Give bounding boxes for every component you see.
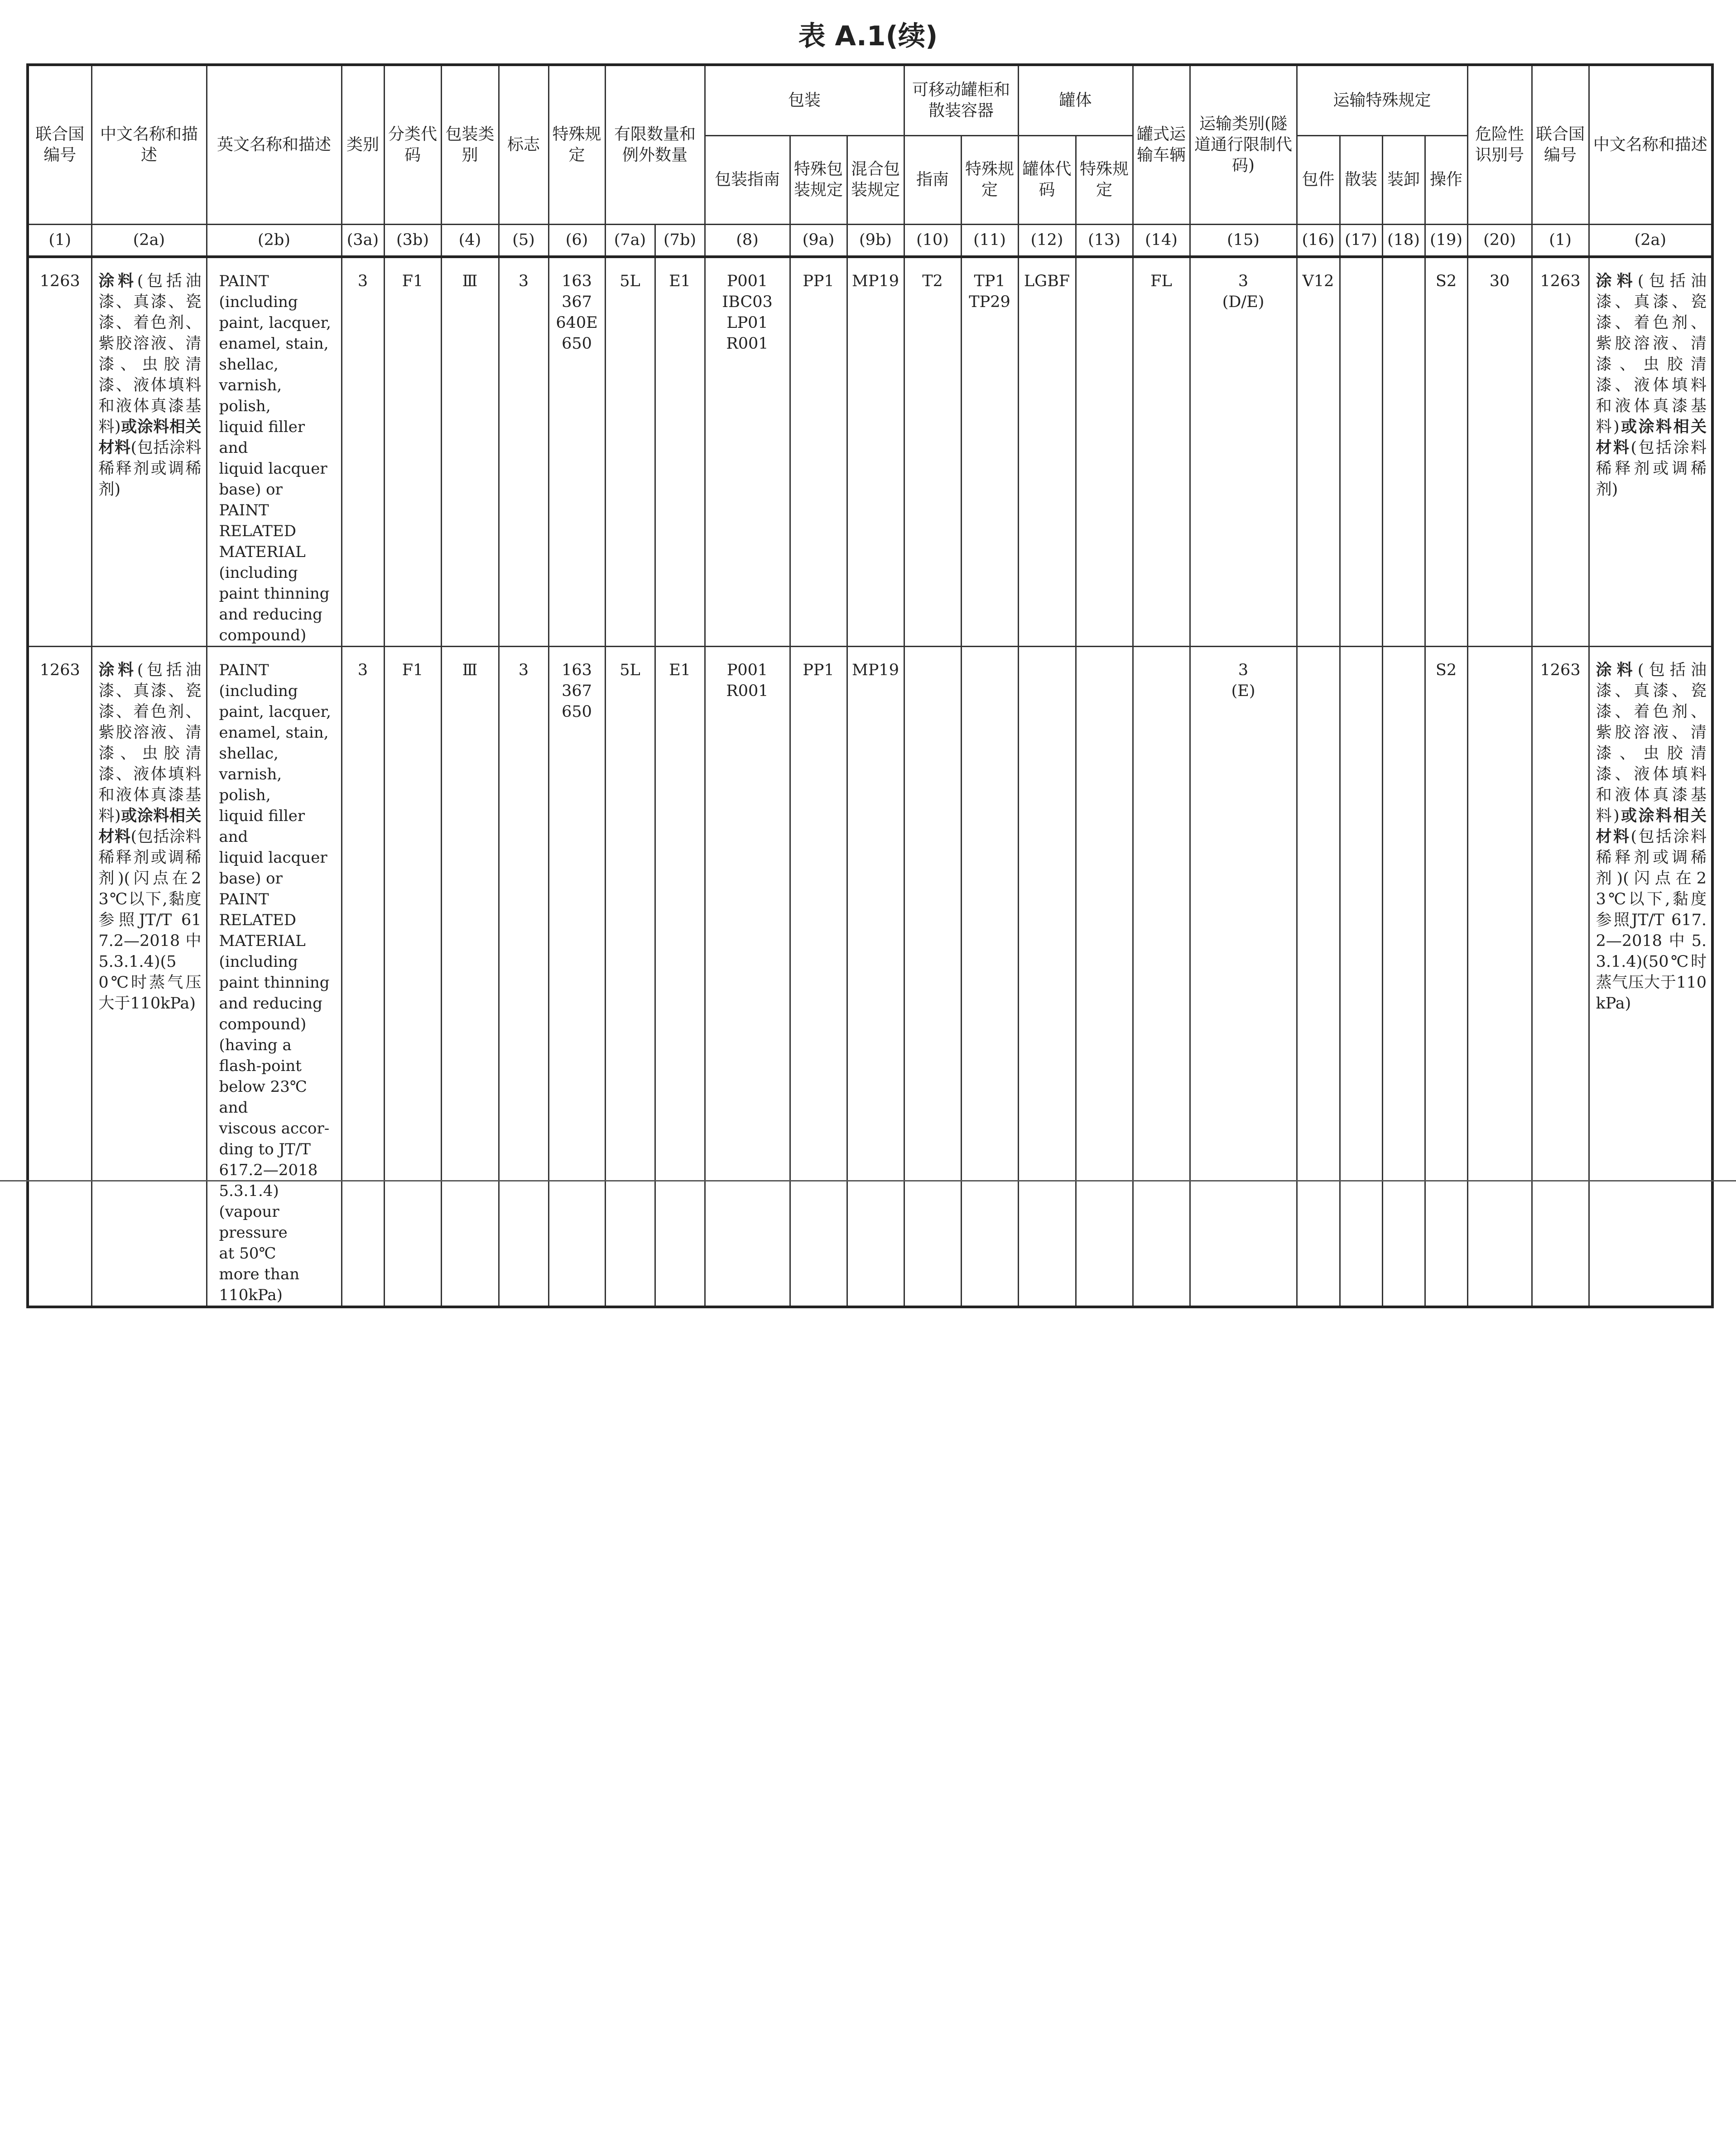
header-tank-special-provisions: 特殊规定 [1076, 135, 1133, 224]
class-code-cell: F1 [384, 647, 441, 1307]
header-special-packing: 特殊包装规定 [790, 135, 847, 224]
header-hazard-id: 危险性识别号 [1467, 65, 1532, 224]
loading-cell [1382, 647, 1425, 1307]
header-transport-special: 运输特殊规定 [1297, 65, 1467, 135]
tank-special-provisions-cell [1076, 647, 1133, 1307]
operation-cell: S2 [1425, 257, 1467, 647]
limited-quantity-cell: 5L [605, 647, 655, 1307]
header-bulk: 散装 [1340, 135, 1382, 224]
packing-group-cell: Ⅲ [441, 647, 499, 1307]
cn-name-text: (包括油漆、真漆、瓷漆、着色剂、紫胶溶液、清漆、虫胶清漆、液体填料和液体真漆基料) [98, 661, 202, 825]
cn-name-text: (包括油漆、真漆、瓷漆、着色剂、紫胶溶液、清漆、虫胶清漆、液体填料和液体真漆基料) [1596, 272, 1707, 436]
hazard-id-cell [1467, 647, 1532, 1307]
tank-code-cell: LGBF [1018, 257, 1076, 647]
column-number: (3a) [341, 224, 384, 257]
column-number: (4) [441, 224, 499, 257]
column-number: (9a) [790, 224, 847, 257]
column-number: (1) [28, 224, 91, 257]
mixed-packing-cell: MP19 [847, 647, 904, 1307]
header-packaging-instructions: 包装指南 [705, 135, 790, 224]
column-number: (14) [1133, 224, 1190, 257]
tank-instructions-cell: T2 [904, 257, 961, 647]
header-loading: 装卸 [1382, 135, 1425, 224]
header-packages: 包件 [1297, 135, 1340, 224]
column-number: (2a) [1589, 224, 1712, 257]
header-tank-special: 特殊规定 [961, 135, 1018, 224]
column-number: (18) [1382, 224, 1425, 257]
loading-cell [1382, 257, 1425, 647]
cn-name-text: (包括油漆、真漆、瓷漆、着色剂、紫胶溶液、清漆、虫胶清漆、液体填料和液体真漆基料) [1596, 661, 1707, 825]
un-number-repeat-cell: 1263 [1532, 257, 1589, 647]
table-row [28, 647, 1712, 1307]
column-number: (9b) [847, 224, 904, 257]
excepted-quantity-cell: E1 [655, 647, 705, 1307]
operation-cell: S2 [1425, 647, 1467, 1307]
column-number: (5) [499, 224, 548, 257]
column-number: (1) [1532, 224, 1589, 257]
excepted-quantity-cell: E1 [655, 257, 705, 647]
hazard-id-cell: 30 [1467, 257, 1532, 647]
column-number: (7b) [655, 224, 705, 257]
tank-vehicle-cell [1133, 647, 1190, 1307]
dangerous-goods-table [26, 63, 1714, 1308]
column-number: (2b) [207, 224, 341, 257]
column-number: (12) [1018, 224, 1076, 257]
bulk-cell [1340, 647, 1382, 1307]
column-number: (6) [548, 224, 605, 257]
label-cell: 3 [499, 257, 548, 647]
cn-name-cell [91, 257, 207, 647]
cn-name-text: (包括涂料稀释剂或调稀剂) [98, 439, 202, 499]
packaging-instructions-cell: P001 IBC03 LP01 R001 [705, 257, 790, 647]
bulk-cell [1340, 257, 1382, 647]
header-un-no: 联合国编号 [28, 65, 91, 224]
header-operation: 操作 [1425, 135, 1467, 224]
header-mixed-packing: 混合包装规定 [847, 135, 904, 224]
limited-quantity-cell: 5L [605, 257, 655, 647]
table-row [28, 257, 1712, 647]
tank-vehicle-cell: FL [1133, 257, 1190, 647]
header-cn-name: 中文名称和描述 [91, 65, 207, 224]
class-code-cell: F1 [384, 257, 441, 647]
column-number: (16) [1297, 224, 1340, 257]
header-tank-vehicle: 罐式运输车辆 [1133, 65, 1190, 224]
header-en-name: 英文名称和描述 [207, 65, 341, 224]
header-cn-name-repeat: 中文名称和描述 [1589, 65, 1712, 224]
cn-name-bold: 或涂料相关材料 [1596, 418, 1707, 457]
tank-special-cell [961, 647, 1018, 1307]
mixed-packing-cell: MP19 [847, 257, 904, 647]
header-class-code: 分类代码 [384, 65, 441, 224]
packages-cell: V12 [1297, 257, 1340, 647]
un-number-cell: 1263 [28, 647, 91, 1307]
column-number: (3b) [384, 224, 441, 257]
cn-name-text: (包括涂料稀释剂或调稀剂) [1596, 439, 1707, 499]
cn-name-text: (包括涂料稀释剂或调稀剂)(闪点在23℃以下,黏度参照JT/T 617.2—2018中5.3.1.4)(50℃时蒸气压大于110kPa) [1596, 828, 1707, 1013]
class-cell: 3 [341, 647, 384, 1307]
cn-name-bold: 涂料 [98, 272, 137, 290]
table-title: 表 A.1(续) [798, 20, 938, 52]
header-special-provisions: 特殊规定 [548, 65, 605, 224]
header-packing-group: 包装类别 [441, 65, 499, 224]
cn-name-bold: 涂料 [1596, 272, 1638, 290]
tank-instructions-cell [904, 647, 961, 1307]
tank-special-provisions-cell [1076, 257, 1133, 647]
header-class: 类别 [341, 65, 384, 224]
column-number: (17) [1340, 224, 1382, 257]
header-limited-excepted: 有限数量和例外数量 [605, 65, 705, 224]
column-number: (11) [961, 224, 1018, 257]
en-name-cell: PAINT (including paint, lacquer, enamel, stain, shellac, varnish, polish, liquid filler and liquid lacquer base) or PAINT RELATED MATERIAL (including paint thinning and reducing compound) (having a flash-point below 23℃ and viscous accor- ding to JT/T 617.2—2018 5.3.1.4) (vapour pressure at 50℃ more than 110kPa) [207, 647, 341, 1307]
header-tank-code: 罐体代码 [1018, 135, 1076, 224]
special-packing-cell: PP1 [790, 257, 847, 647]
header-transport-category: 运输类别(隧道通行限制代码) [1190, 65, 1297, 224]
un-number-repeat-cell: 1263 [1532, 647, 1589, 1307]
cn-name-bold: 涂料 [1596, 661, 1638, 679]
header-packaging: 包装 [705, 65, 904, 135]
column-number: (13) [1076, 224, 1133, 257]
packages-cell [1297, 647, 1340, 1307]
header-tank: 罐体 [1018, 65, 1133, 135]
column-number: (10) [904, 224, 961, 257]
cn-name-bold: 或涂料相关材料 [1596, 807, 1707, 846]
cn-name-text: (包括涂料稀释剂或调稀剂)(闪点在23℃以下,黏度参照JT/T 617.2—2018中5.3.1.4)(50℃时蒸气压大于110kPa) [98, 828, 202, 1013]
special-provisions-cell: 163 367 640E 650 [548, 257, 605, 647]
cn-name-repeat-cell [1589, 257, 1712, 647]
column-number: (8) [705, 224, 790, 257]
tank-special-cell: TP1 TP29 [961, 257, 1018, 647]
packing-group-cell: Ⅲ [441, 257, 499, 647]
column-number: (19) [1425, 224, 1467, 257]
label-cell: 3 [499, 647, 548, 1307]
class-cell: 3 [341, 257, 384, 647]
column-number: (7a) [605, 224, 655, 257]
header-tank-instructions: 指南 [904, 135, 961, 224]
page-bottom-rule [0, 1180, 1736, 1181]
transport-category-cell: 3 (E) [1190, 647, 1297, 1307]
header-label: 标志 [499, 65, 548, 224]
en-name-cell: PAINT (including paint, lacquer, enamel, stain, shellac, varnish, polish, liquid filler and liquid lacquer base) or PAINT RELATED MATERIAL (including paint thinning and reducing compound) [207, 257, 341, 647]
column-number: (15) [1190, 224, 1297, 257]
transport-category-cell: 3 (D/E) [1190, 257, 1297, 647]
cn-name-repeat-cell [1589, 647, 1712, 1307]
cn-name-text: (包括油漆、真漆、瓷漆、着色剂、紫胶溶液、清漆、虫胶清漆、液体填料和液体真漆基料) [98, 272, 202, 436]
packaging-instructions-cell: P001 R001 [705, 647, 790, 1307]
tank-code-cell [1018, 647, 1076, 1307]
cn-name-bold: 或涂料相关材料 [98, 418, 202, 457]
header-portable-tanks: 可移动罐柜和散装容器 [904, 65, 1018, 135]
header-un-no-repeat: 联合国编号 [1532, 65, 1589, 224]
column-number: (2a) [91, 224, 207, 257]
special-packing-cell: PP1 [790, 647, 847, 1307]
column-number: (20) [1467, 224, 1532, 257]
cn-name-cell [91, 647, 207, 1307]
special-provisions-cell: 163 367 650 [548, 647, 605, 1307]
cn-name-bold: 或涂料相关材料 [98, 807, 202, 846]
un-number-cell: 1263 [28, 257, 91, 647]
cn-name-bold: 涂料 [98, 661, 137, 679]
